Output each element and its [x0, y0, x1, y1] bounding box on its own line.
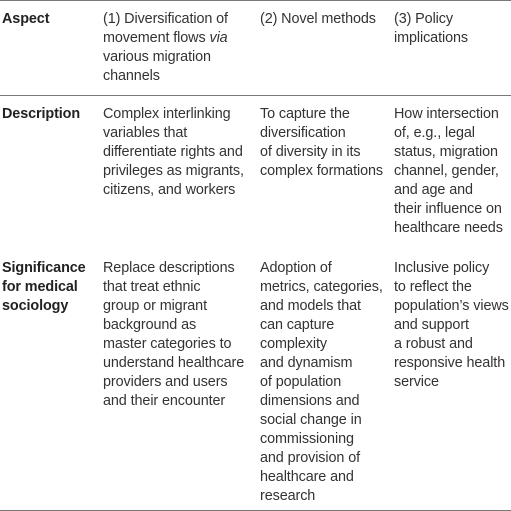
description-novel-methods-cell: To capture the diversification of diversity in its complex formations: [260, 106, 383, 179]
header-diversification-text-1: (1) Diversification of movement flows: [103, 11, 228, 46]
header-policy-implications: (3) Policy implications: [394, 11, 468, 46]
header-diversification-via: via: [209, 30, 228, 46]
row-label-description: Description: [2, 106, 81, 122]
significance-policy-cell: Inclusive policy to reflect the population’s views and support a robust and responsive health service: [394, 260, 509, 390]
header-novel-methods: (2) Novel methods: [260, 11, 376, 27]
header-diversification-text-2: various migration channels: [103, 49, 211, 84]
row-label-significance: Significance for medical sociology: [2, 260, 86, 314]
header-divider-rule: [0, 95, 511, 96]
header-aspect: Aspect: [2, 11, 50, 27]
table-top-rule: [0, 0, 511, 1]
significance-diversification-cell: Replace descriptions that treat ethnic group or migrant background as master categories to understand healthcare providers and users and their encounter: [103, 260, 245, 409]
significance-novel-methods-cell: Adoption of metrics, categories, and models that can capture complexity and dynamism of population dimensions and social change in commissioning and provision of healthcare and research: [260, 260, 383, 504]
header-diversification: [103, 10, 253, 86]
description-diversification-cell: Complex interlinking variables that differentiate rights and privileges as migrants, citizens, and workers: [103, 106, 244, 198]
description-policy-cell: How intersection of, e.g., legal status, migration channel, gender, and age and their influence on healthcare needs: [394, 106, 503, 236]
